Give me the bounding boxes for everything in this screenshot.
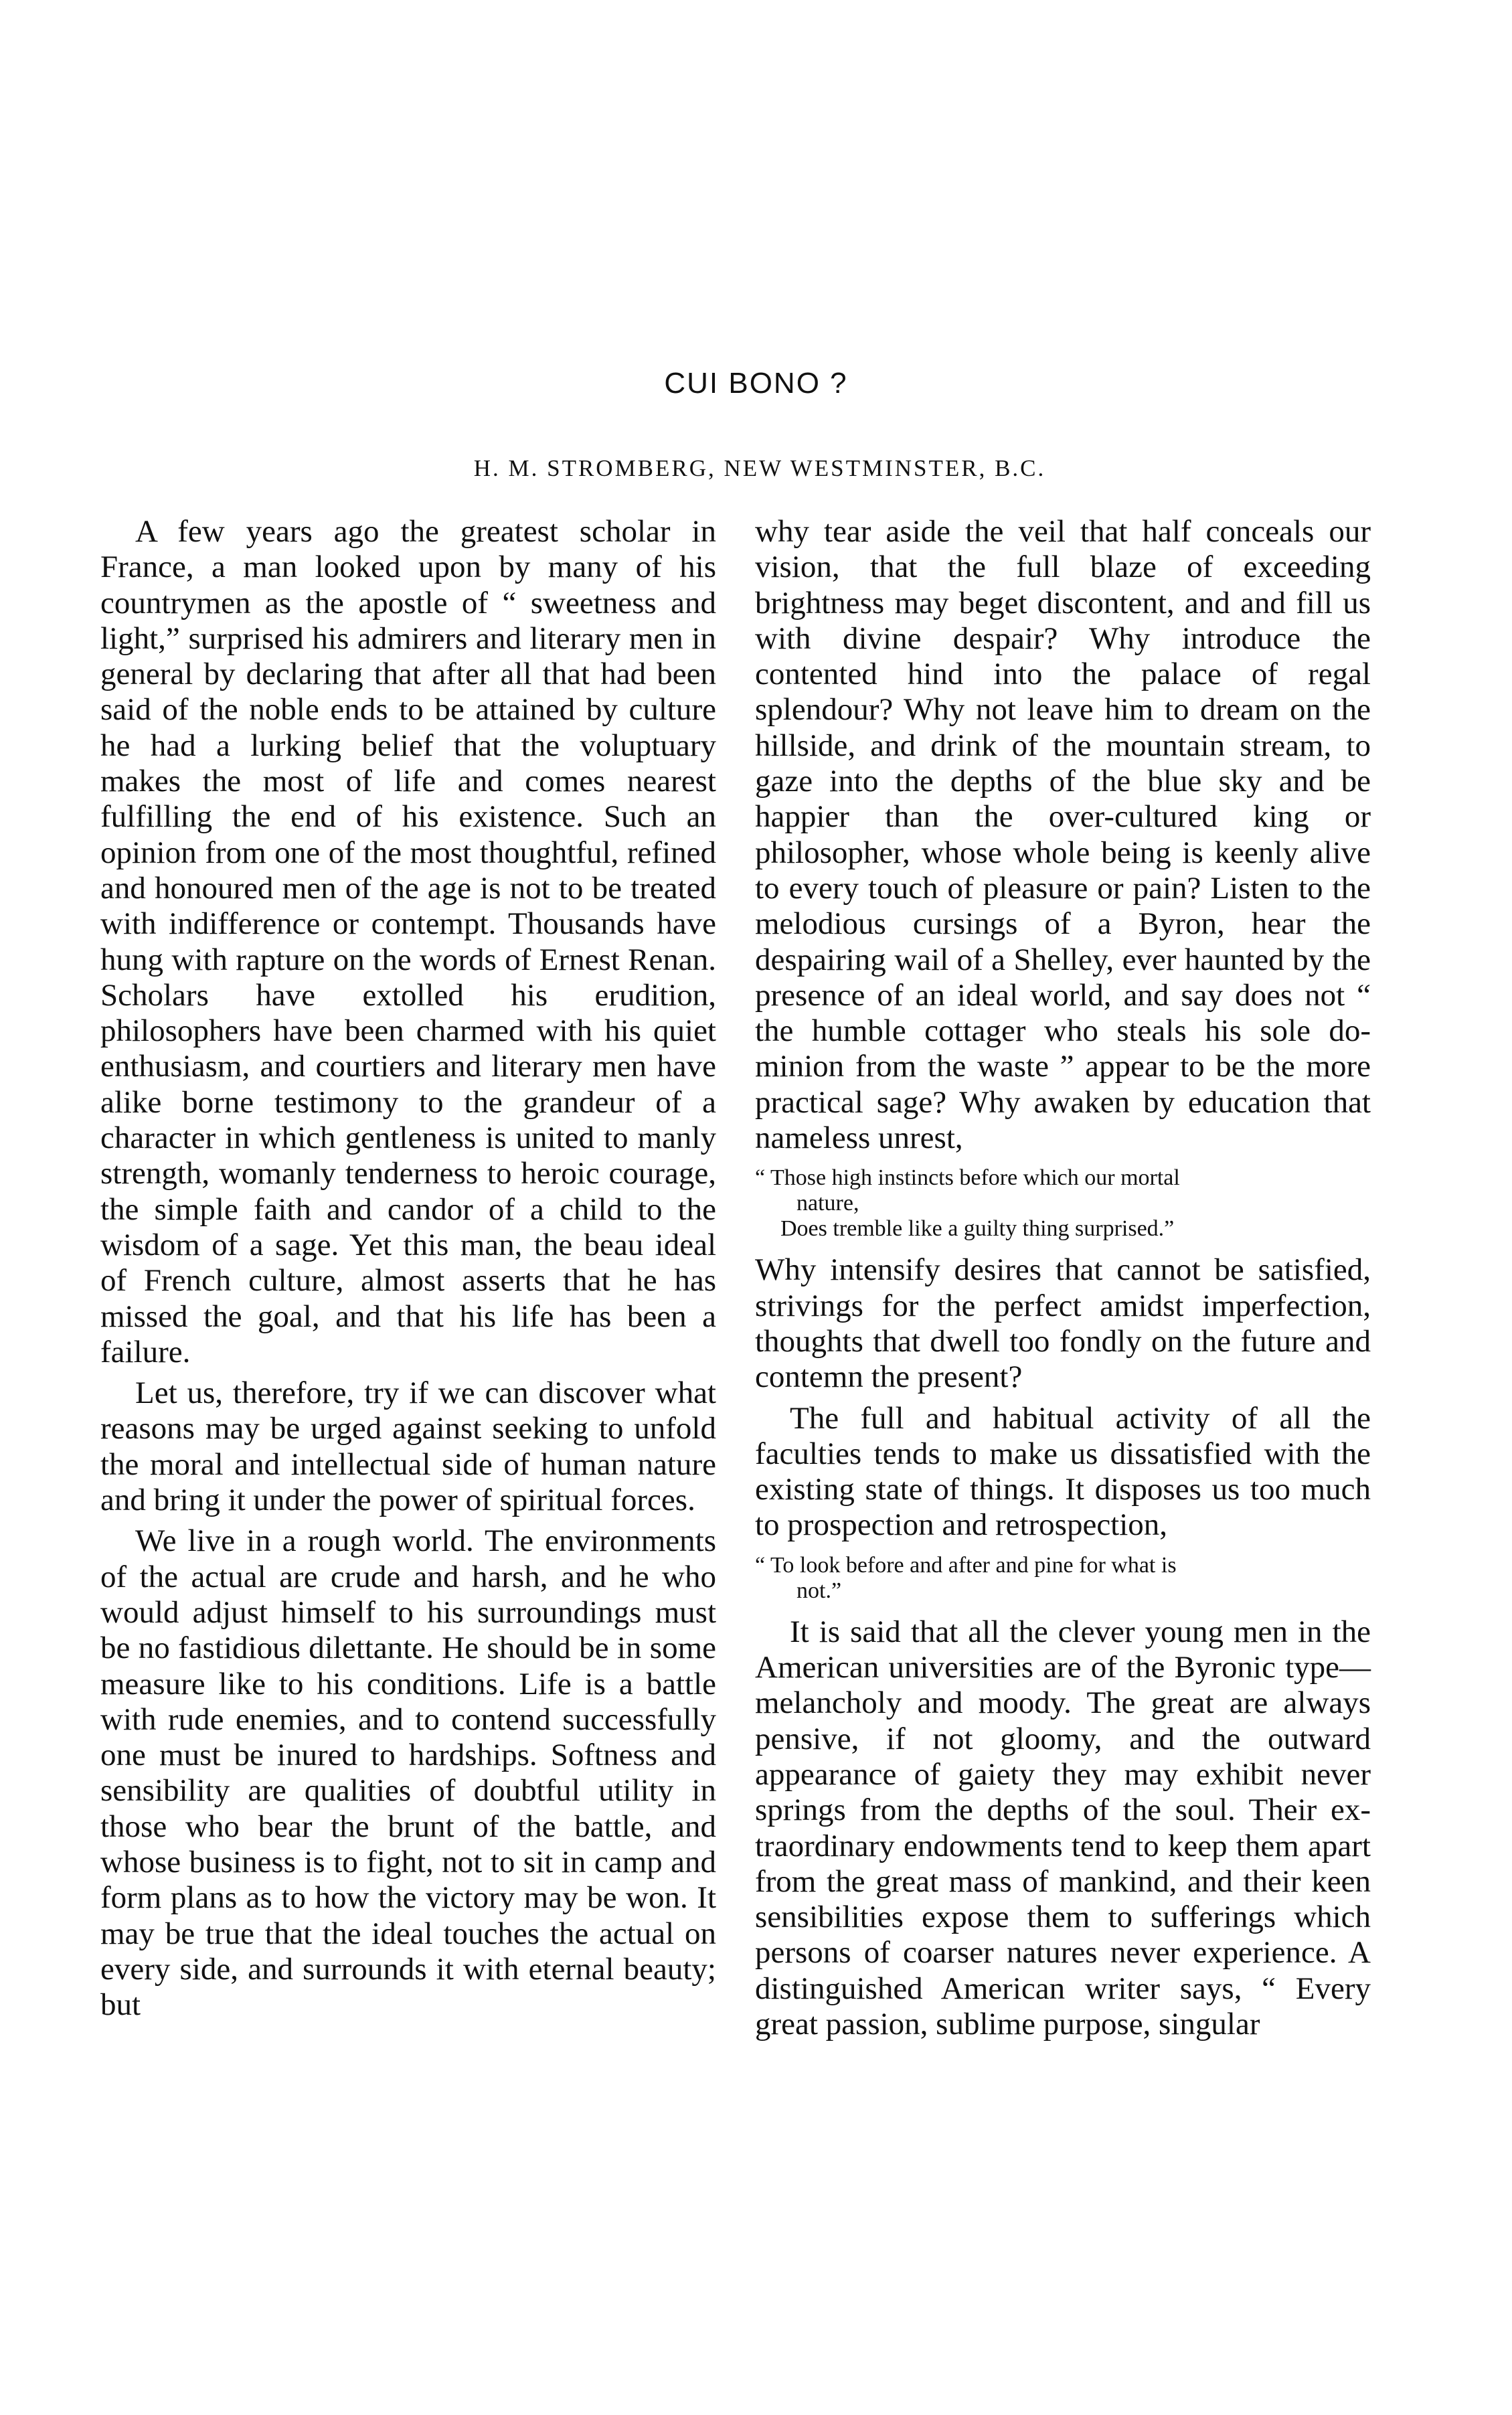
quote-line: Does tremble like a guilty thing surprised.” — [780, 1216, 1175, 1242]
paragraph: The full and habitual activity of all the faculties tends to make us dissatisfied with the existing state of things. It disposes us too much to prospection and retrospection, — [755, 1400, 1371, 1543]
verse-quote — [755, 1553, 1371, 1604]
quote-line: nature, — [796, 1191, 859, 1216]
article-byline: H. M. STROMBERG, NEW WESTMINSTER, B.C. — [473, 455, 1046, 481]
left-column — [100, 514, 716, 2023]
paragraph: It is said that all the clever young men in the American universities are of the Byronic type—melancholy and moody. The great are always pensive, if not gloomy, and the outward appearance of gaiety they may exhibit never springs from the depths of the soul. Their extraordinary endowments tend to keep them apart from the great mass of mankind, and their keen sensibilities expose them to sufferings which persons of coarser natures never experience. A distinguished American writer says, “ Every great passion, sublime purpose, singular — [755, 1614, 1371, 2042]
paragraph: A few years ago the greatest scholar in France, a man looked upon by many of his countrymen as the apostle of “ sweetness and light,” surprised his admirers and literary men in general by declaring that after all that had been said of the noble ends to be attained by culture he had a lurking belief that the voluptuary makes the most of life and comes nearest fulfilling the end of his existence. Such an opinion from one of the most thoughtful, refined and honoured men of the age is not to be treated with indifference or contempt. Thousands have hung with rapture on the words of Ernest Renan. Scholars have extolled his erudition, philosophers have been charmed with his quiet enthusiasm, and courtiers and literary men have alike borne testimony to the grandeur of a character in which gentleness is united to manly strength, womanly tenderness to heroic courage, the simple faith and candor of a child to the wisdom of a sage. Yet this man, the beau ideal of French culture, almost asserts that he has missed the goal, and that his life has been a failure. — [100, 514, 716, 1369]
paragraph: Let us, therefore, try if we can discover what reasons may be urged against seeking to unfold the moral and intellectual side of human nature and bring it under the power of spiritual forces. — [100, 1376, 716, 1518]
article-title: CUI BONO ? — [664, 367, 848, 400]
paragraph: why tear aside the veil that half conceals our vision, that the full blaze of exceeding brightness may beget discontent, and and fill us with divine despair? Why introduce the contented hind into the palace of regal splendour? Why not leave him to dream on the hillside, and drink of the mountain stream, to gaze into the depths of the blue sky and be happier than the over-cultured king or philosopher, whose whole being is keenly alive to every touch of pleasure or pain? Listen to the melodious cursings of a Byron, hear the despairing wail of a Shelley, ever haunted by the presence of an ideal world, and say does not “ the humble cottager who steals his sole dominion from the waste ” appear to be the more practical sage? Why awaken by education that nameless unrest, — [755, 514, 1371, 1156]
right-column — [755, 514, 1371, 2042]
verse-quote — [755, 1165, 1371, 1242]
quote-line: “ To look before and after and pine for what is — [755, 1552, 1177, 1578]
paragraph: Why intensify desires that cannot be satisfied, strivings for the perfect amidst imperfection, thoughts that dwell too fondly on the future and contemn the present? — [755, 1252, 1371, 1395]
quote-line: “ Those high instincts before which our mortal — [755, 1165, 1180, 1191]
quote-line: not.” — [796, 1578, 842, 1603]
paragraph: We live in a rough world. The environments of the actual are crude and harsh, and he who would adjust himself to his surroundings must be no fastidious dilettante. He should be in some measure like to his conditions. Life is a battle with rude enemies, and to contend successfully one must be inured to hardships. Softness and sensibility are qualities of doubtful utility in those who bear the brunt of the battle, and whose business is to fight, not to sit in camp and form plans as to how the victory may be won. It may be true that the ideal touches the actual on every side, and surrounds it with eternal beauty; but — [100, 1523, 716, 2023]
